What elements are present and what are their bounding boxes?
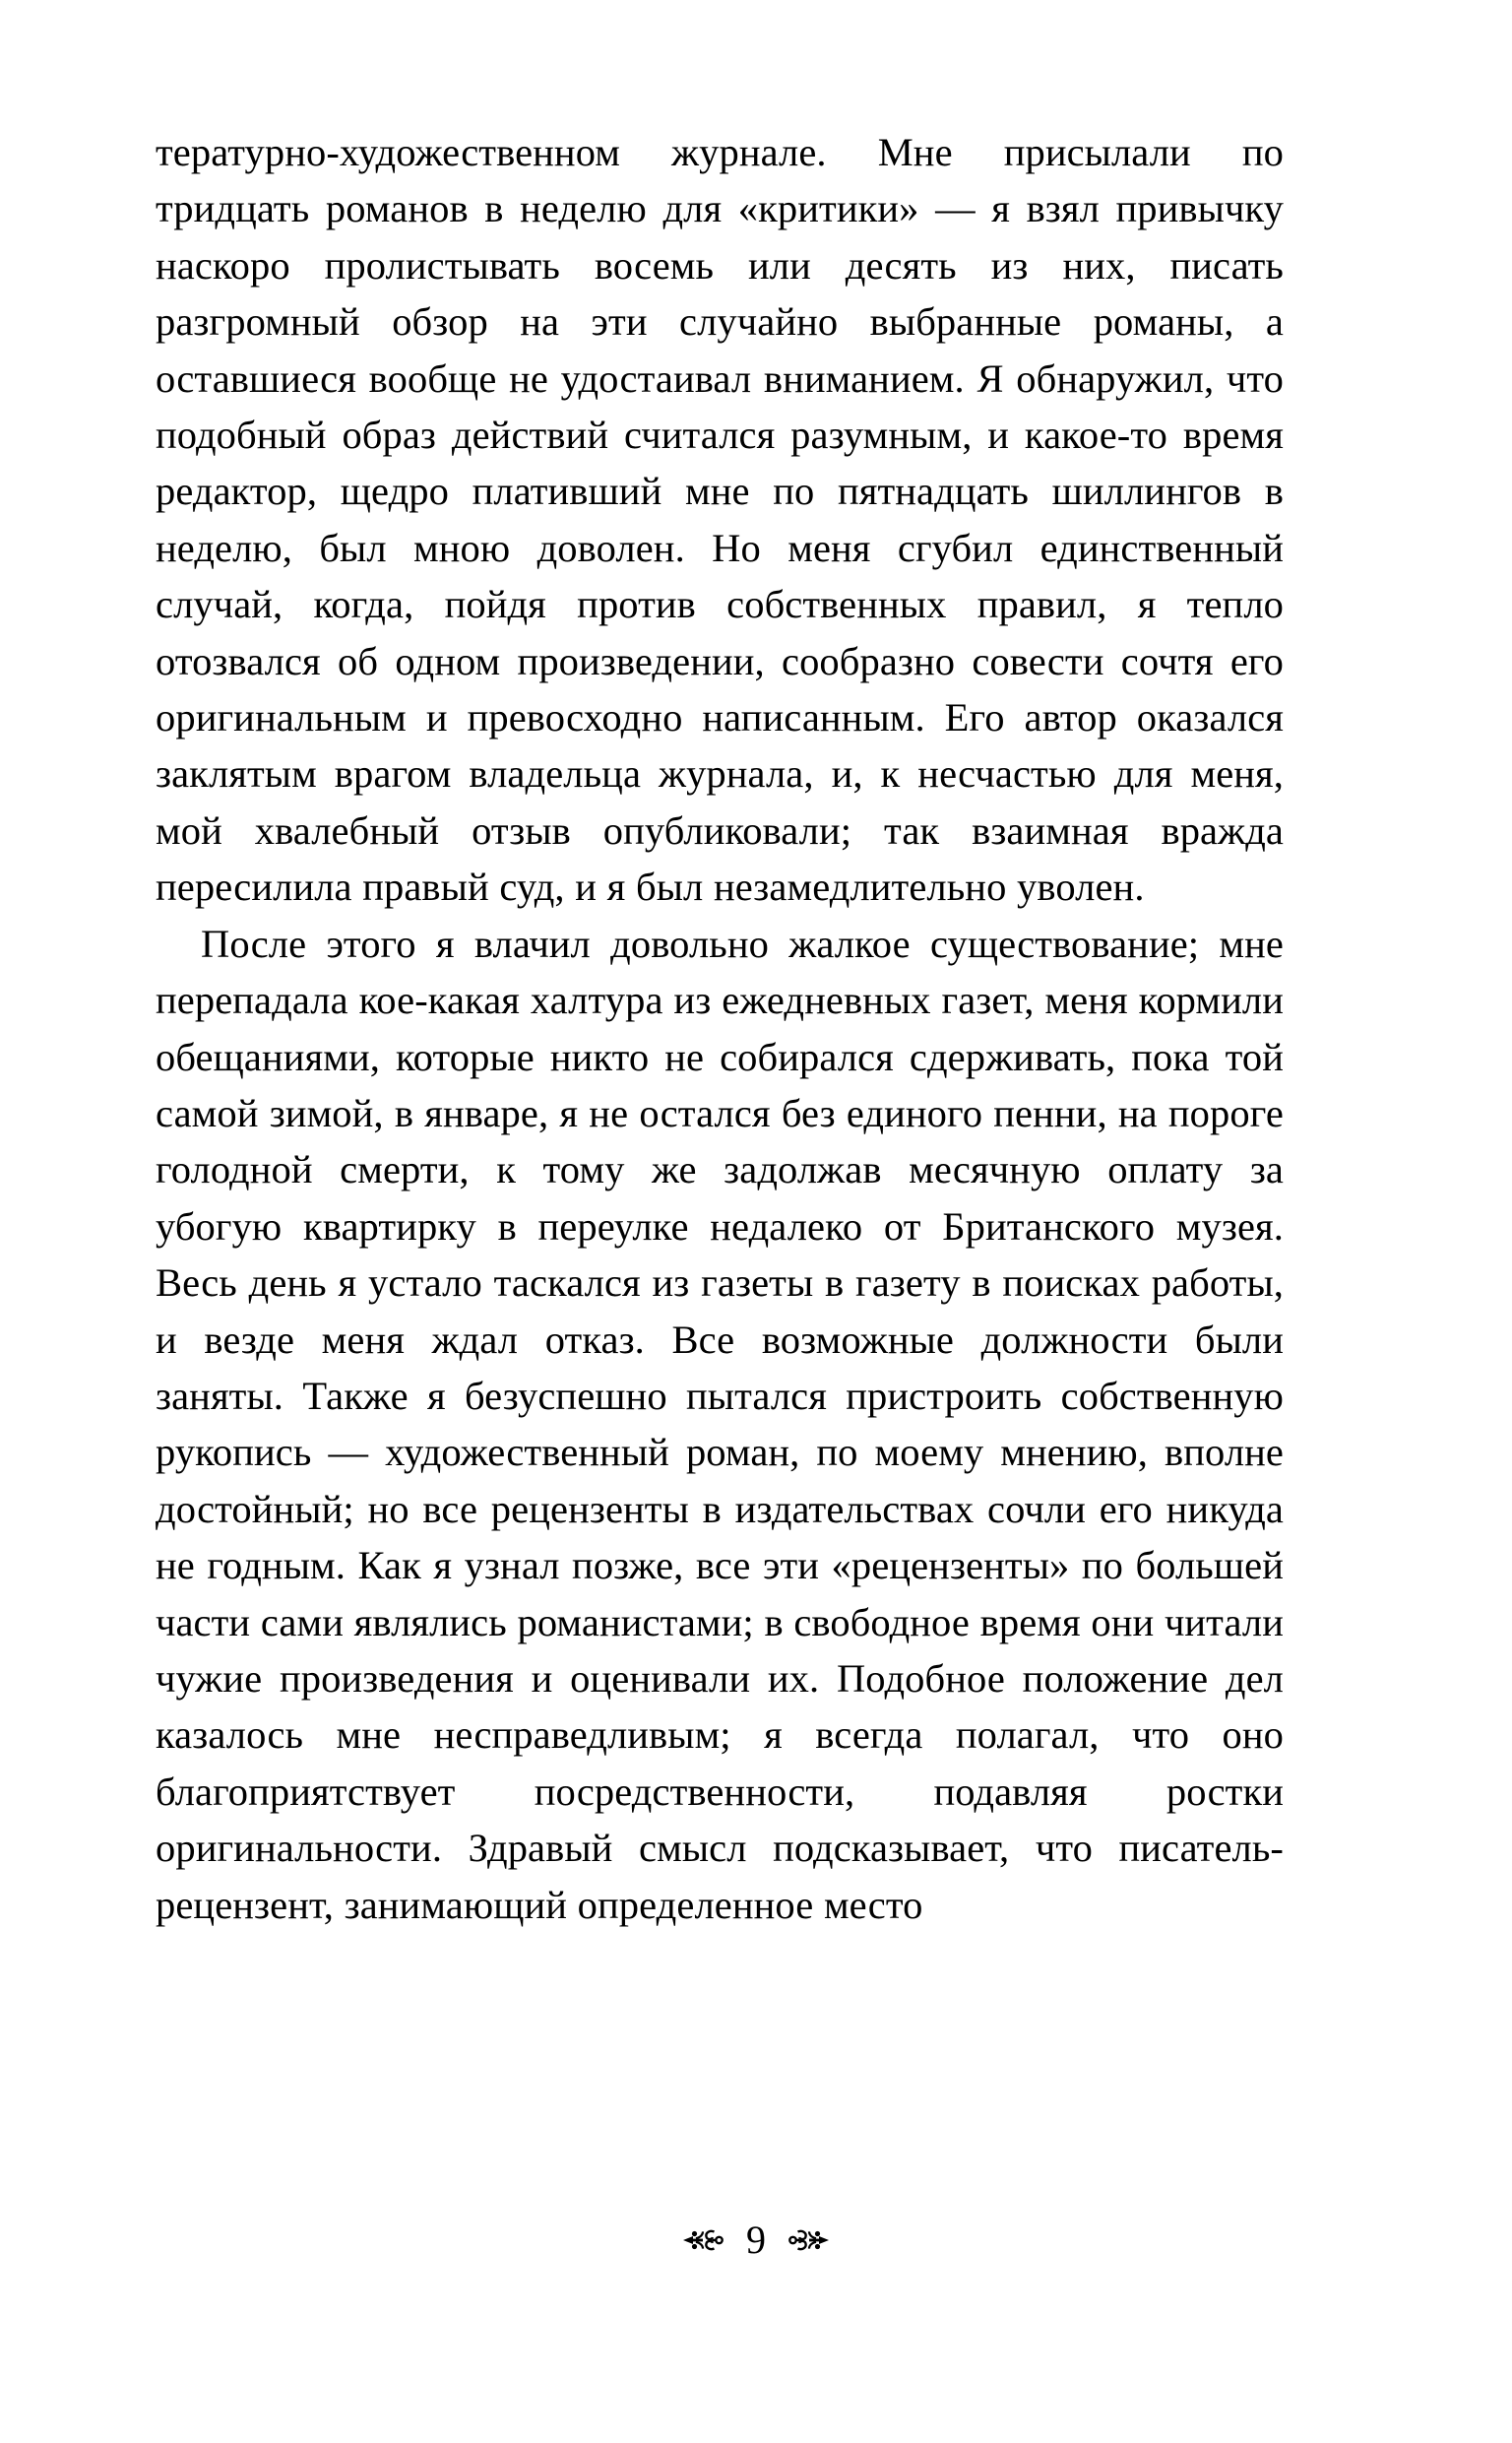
fleuron-ornament-right-icon <box>788 2223 831 2257</box>
paragraph-2: После этого я влачил довольно жалкое существование; мне перепадала кое-какая халтура из ежедневных газет, меня кормили обещаниями, которые никто не собирался сдерживать, пока той самой зимой, в январе, я не остался без единого пенни, на пороге голодной смерти, к тому же задолжав месячную оплату за убогую квартирку в переулке недалеко от Британского музея. Весь день я устало таскался из газеты в газету в поисках работы, и везде меня ждал отказ. Все возможные должности были заняты. Также я безуспешно пытался пристроить собственную рукопись — художественный роман, по моему мнению, вполне достойный; но все рецензенты в издательствах сочли его никуда не годным. Как я узнал позже, все эти «рецензенты» по большей части сами являлись романистами; в свободное время они читали чужие произведения и оценивали их. Подобное положение дел казалось мне несправедливым; я всегда полагал, что оно благоприятствует посредственности, подавляя ростки оригинальности. Здравый смысл подсказывает, что писатель-рецензент, занимающий определенное место <box>156 921 1284 1927</box>
page-number: 9 <box>746 2218 766 2262</box>
page-text-block <box>156 124 1284 1933</box>
paragraph-continued: тературно-художественном журнале. Мне присылали по тридцать романов в неделю для «критики» — я взял привычку наскоро пролистывать восемь или десять из них, писать разгромный обзор на эти случайно выбранные романы, а оставшиеся вообще не удостаивал вниманием. Я обнаружил, что подобный образ действий считался разумным, и какое-то время редактор, щедро плативший мне по пятнадцать шиллингов в неделю, был мною доволен. Но меня сгубил единственный случай, когда, пойдя против собственных правил, я тепло отозвался об одном произведении, сообразно совести сочтя его оригинальным и превосходно написанным. Его автор оказался заклятым врагом владельца журнала, и, к несчастью для меня, мой хвалебный отзыв опубликовали; так взаимная вражда пересилила правый суд, и я был незамедлительно уволен. <box>156 130 1284 910</box>
fleuron-ornament-left-icon <box>681 2223 724 2257</box>
page-footer <box>0 2220 1512 2260</box>
